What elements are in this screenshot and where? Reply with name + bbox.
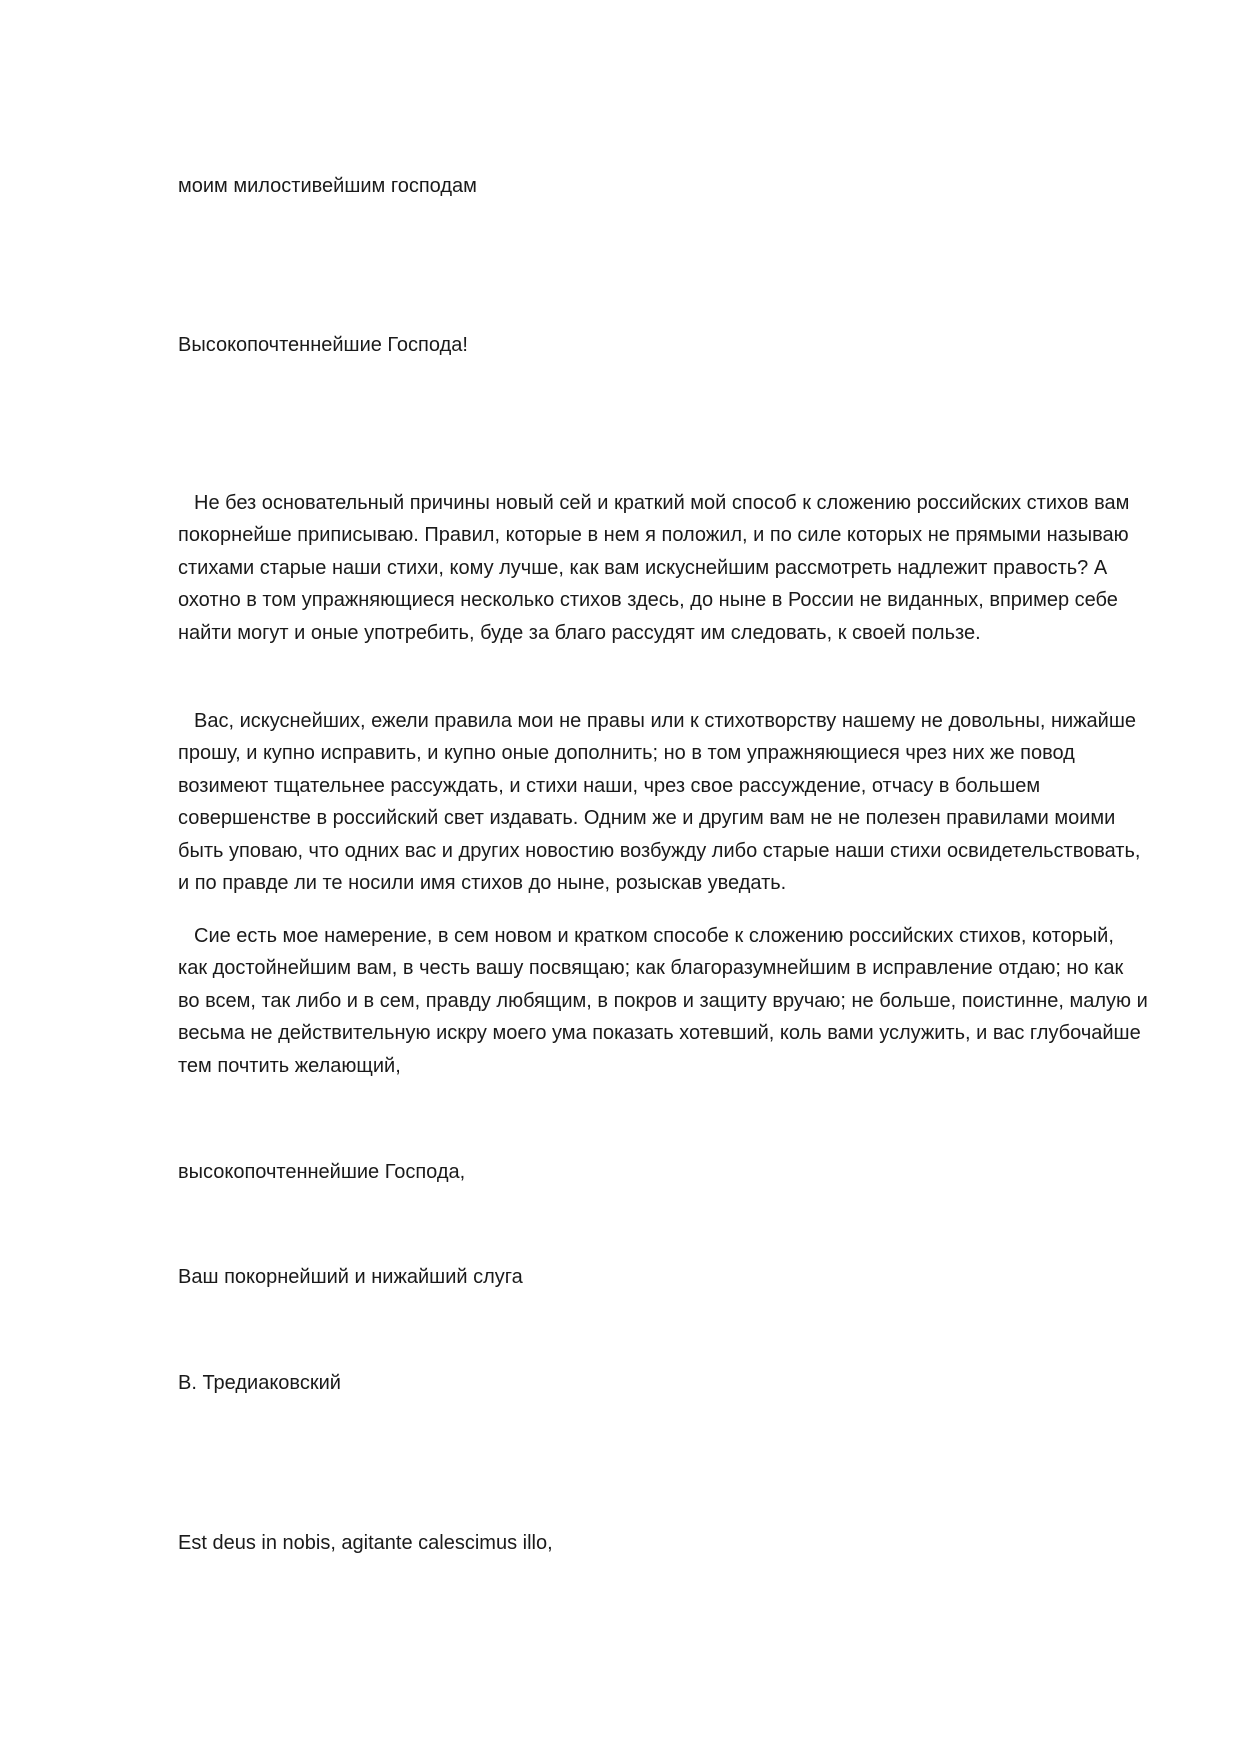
dedication-line: моим милостивейшим господам <box>178 175 477 197</box>
closing-phrase-line: Ваш покорнейший и нижайший слуга <box>178 1266 523 1288</box>
paragraph-2: Вас, искуснейших, ежели правила мои не правы или к стихотворству нашему не довольны, нижайше прошу, и купно исправить, и купно оные дополнить; но в том упражняющиеся чрез них же повод возимеют тщательнее рассуждать, и стихи наши, чрез свое рассуждение, отчасу в большем совершенстве в российский свет издавать. Одним же и другим вам не не полезен правилами моими быть уповаю, что одних вас и других новостию возбужду либо старые наши стихи освидетельствовать, и по правде ли те носили имя стихов до ныне, розыскав уведать. <box>178 710 1141 895</box>
closing-address-line: высокопочтеннейшие Господа, <box>178 1161 466 1183</box>
paragraph-1: Не без основательный причины новый сей и краткий мой способ к сложению российских стихов вам покорнейше приписываю. Правил, которые в нем я положил, и по силе которых не прямыми называю стихами старые наши стихи, кому лучше, как вам искуснейшим рассмотреть надлежит правость? А охотно в том упражняющиеся несколько стихов здесь, до ныне в России не виданных, впример себе найти могут и оные употребить, буде за благо рассудят им следовать, к своей пользе. <box>178 492 1130 644</box>
paragraph-3: Сие есть мое намерение, в сем новом и кратком способе к сложению российских стихов, который, как достойнейшим вам, в честь вашу посвящаю; как благоразумнейшим в исправление отдаю; но как во всем, так либо и в сем, правду любящим, в покров и защиту вручаю; не больше, поистинне, малую и весьма не действительную искру моего ума показать хотевший, коль вами услужить, и вас глубочайше тем почтить желающий, <box>178 925 1148 1077</box>
signature-name: В. Тредиаковский <box>178 1372 341 1394</box>
epigraph-line: Est deus in nobis, agitante calescimus illo, <box>178 1532 553 1554</box>
salutation-line: Высокопочтеннейшие Господа! <box>178 334 468 356</box>
